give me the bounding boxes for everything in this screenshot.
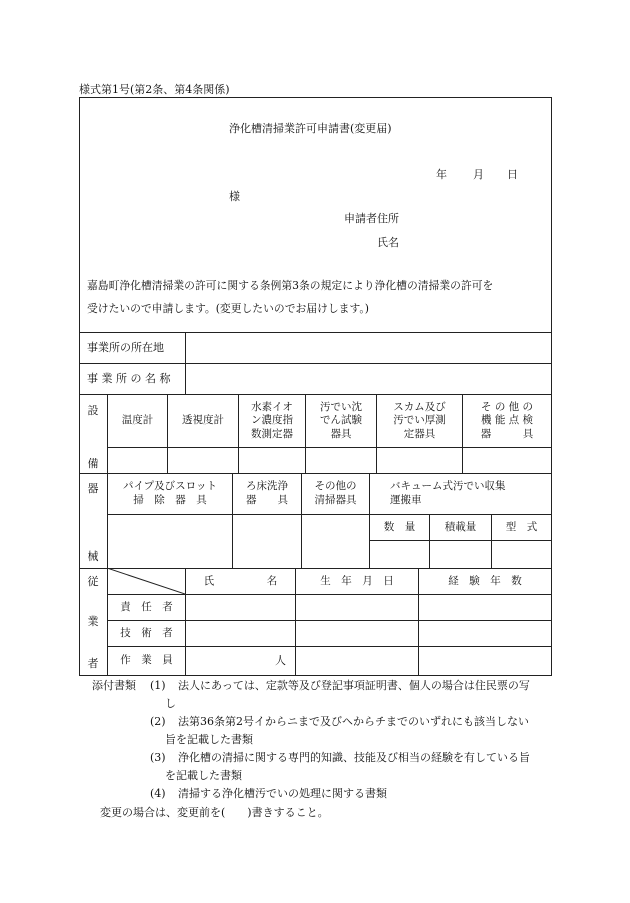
office-location-label: 事業所の所在地 xyxy=(87,341,164,354)
grid-line xyxy=(185,332,186,394)
form-title: 浄化槽清掃業許可申請書(変更届) xyxy=(229,122,392,135)
addressee-suffix: 様 xyxy=(229,190,240,203)
equipment-side-label: 備 xyxy=(87,457,99,470)
body-line-2: 受けたいので申請します。(変更したいのでお届けします。) xyxy=(87,302,370,315)
equip-header-transparency: 透視度計 xyxy=(182,414,224,427)
diagonal-divider xyxy=(107,568,185,594)
equip-header-other-inspection: そ の 他 の 機 能 点 検 器 具 xyxy=(480,400,534,440)
vehicle-col-capacity: 積載量 xyxy=(444,520,477,533)
machinery-side-label: 械 xyxy=(87,550,99,563)
applicant-address-label: 申請者住所 xyxy=(344,212,399,225)
date-month: 月 xyxy=(473,168,484,181)
equip-header-sludge-settling: 汚でい沈 でん試験 器具 xyxy=(320,400,362,440)
machinery-side-label: 器 xyxy=(87,482,99,495)
staff-role-technician: 技 術 者 xyxy=(120,626,173,639)
vehicle-col-model: 型 式 xyxy=(505,520,538,533)
staff-role-worker: 作 業 員 xyxy=(120,654,173,667)
attachment-num: (3) xyxy=(150,751,166,764)
staff-header-experience: 経 験 年 数 xyxy=(448,574,522,587)
attachment-3-line-1: 浄化槽の清掃に関する専門的知識、技能及び相当の経験を有している旨 xyxy=(178,751,530,764)
grid-line xyxy=(79,675,552,676)
equip-header-pipe-slot: パイプ及びスロット 掃 除 器 具 xyxy=(123,480,217,506)
applicant-name-label: 氏名 xyxy=(377,236,399,249)
vehicle-col-quantity: 数 量 xyxy=(383,520,416,533)
frame-left xyxy=(79,97,80,675)
grid-line xyxy=(79,332,552,333)
equip-header-filter-bed: ろ床洗浄 器 具 xyxy=(246,480,288,506)
grid-line xyxy=(107,514,232,515)
attachment-num: (2) xyxy=(150,715,166,728)
attachment-4-line-1: 清掃する浄化槽汚でいの処理に関する書類 xyxy=(178,787,387,800)
equipment-side-label: 設 xyxy=(87,404,99,417)
staff-side-label: 業 xyxy=(87,615,99,628)
frame-top xyxy=(79,97,552,98)
attachment-1-line-2: し xyxy=(165,697,176,710)
staff-side-label: 者 xyxy=(87,657,99,670)
equip-header-scum-thickness: スカム及び 汚でい厚測 定器具 xyxy=(393,400,446,440)
body-line-1: 嘉島町浄化槽清掃業の許可に関する条例第3条の規定により浄化槽の清掃業の許可を xyxy=(87,279,494,292)
date-year: 年 xyxy=(436,168,447,181)
attachment-num: (1) xyxy=(150,679,166,692)
grid-line xyxy=(79,363,552,364)
change-note: 変更の場合は、変更前を( )書きすること。 xyxy=(100,806,329,819)
attachments-label: 添付書類 xyxy=(92,679,136,692)
equip-header-ph-meter: 水素イオ ン濃度指 数測定器 xyxy=(251,400,293,440)
grid-line xyxy=(107,447,551,448)
attachment-2-line-2: 旨を記載した書類 xyxy=(165,733,253,746)
equip-header-vacuum-truck: バキューム式汚でい収集 運搬車 xyxy=(390,480,506,506)
equip-header-other-cleaning: その他の 清掃器具 xyxy=(314,480,357,506)
form-number: 様式第1号(第2条、第4条関係) xyxy=(79,83,230,96)
grid-line xyxy=(369,540,551,541)
office-name-label: 事 業 所 の 名 称 xyxy=(87,372,171,385)
staff-role-manager: 責 任 者 xyxy=(120,600,173,613)
staff-header-birthdate: 生 年 月 日 xyxy=(320,574,394,587)
staff-side-label: 従 xyxy=(87,575,99,588)
date-day: 日 xyxy=(507,168,518,181)
frame-right xyxy=(551,97,552,675)
attachment-2-line-1: 法第36条第2号イからニまで及びヘからチまでのいずれにも該当しない xyxy=(178,715,529,728)
attachment-1-line-1: 法人にあっては、定款等及び登記事項証明書、個人の場合は住民票の写 xyxy=(178,679,530,692)
attachment-num: (4) xyxy=(150,787,166,800)
worker-count-unit: 人 xyxy=(275,654,286,667)
attachment-3-line-2: を記載した書類 xyxy=(165,769,242,782)
equip-header-thermometer: 温度計 xyxy=(121,414,154,427)
staff-header-name: 氏 名 xyxy=(203,574,278,587)
